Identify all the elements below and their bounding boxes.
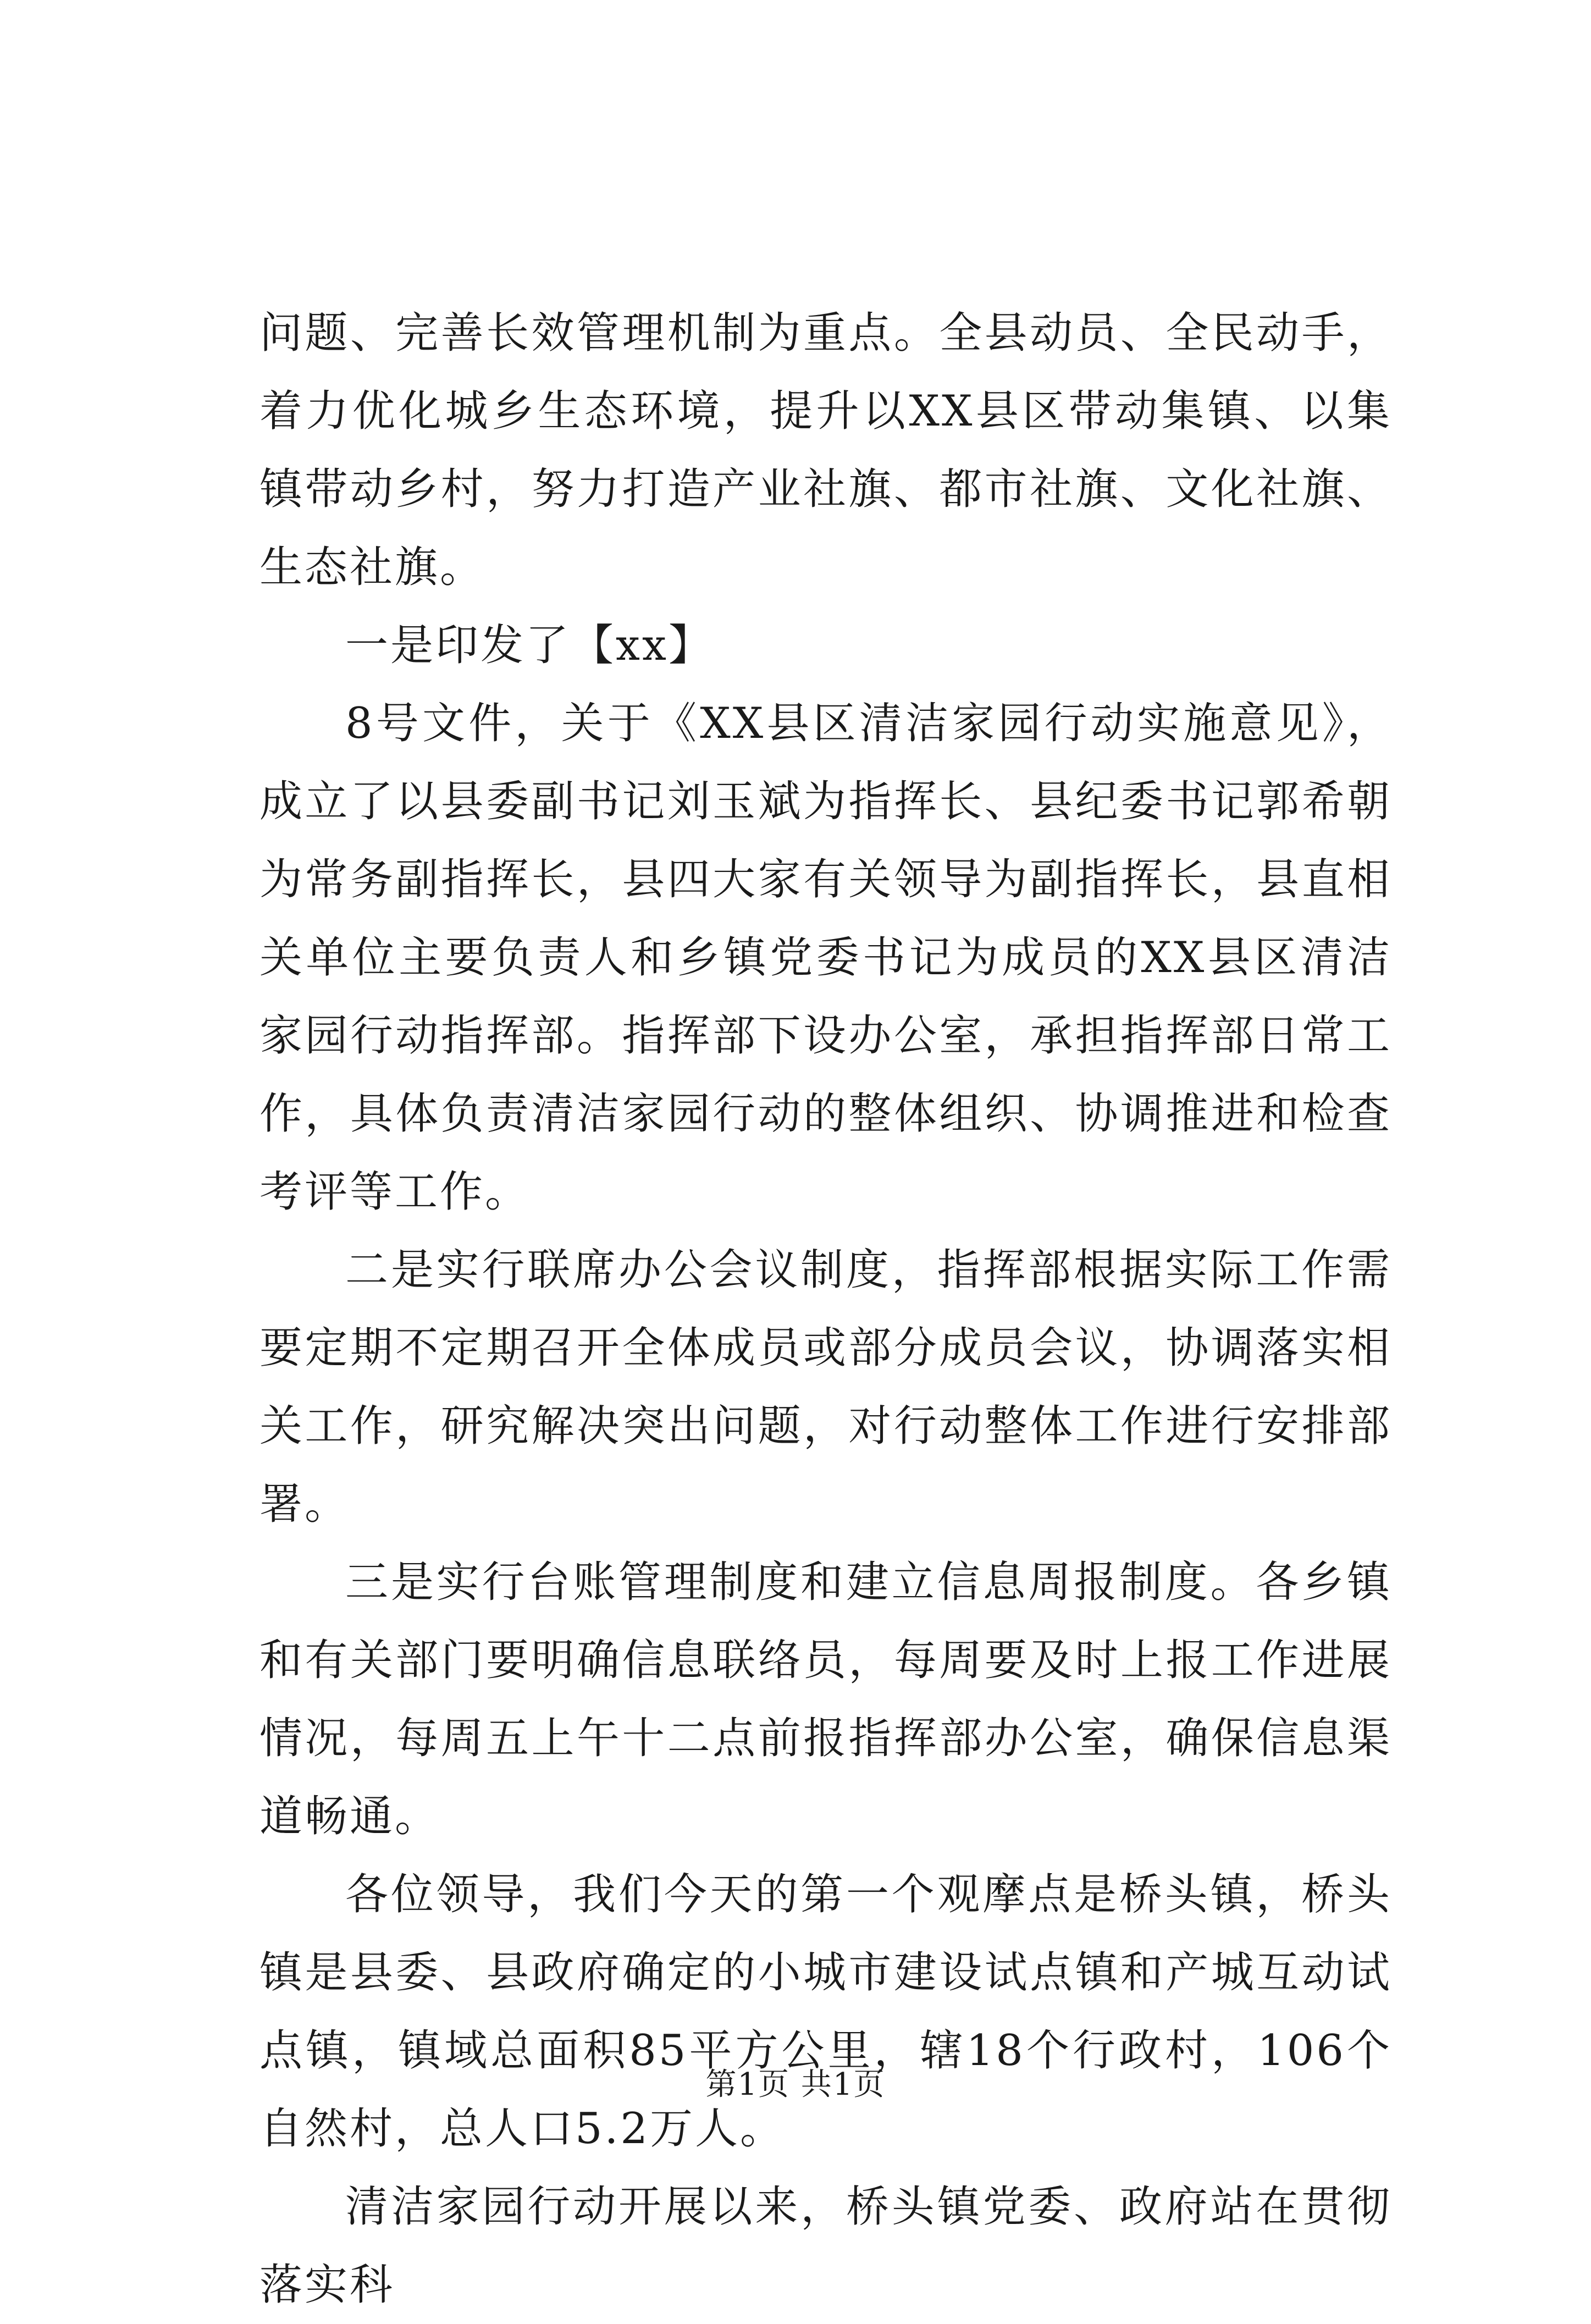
paragraph-2: 一是印发了【xx】 <box>345 621 714 670</box>
paragraph-5: 三是实行台账管理制度和建立信息周报制度。各乡镇和有关部门要明确信息联络员，每周要及时上报工作进展情况，每周五上午十二点前报指挥部办公室，确保信息渠道畅通。 <box>259 1558 1392 1841</box>
paragraph-3: 8号文件，关于《XX县区清洁家园行动实施意见》，成立了以县委副书记刘玉斌为指挥长、县纪委书记郭希朝为常务副指挥长，县四大家有关领导为副指挥长，县直相关单位主要负责人和乡镇党委书记为成员的XX县区清洁家园行动指挥部。指挥部下设办公室，承担指挥部日常工作，具体负责清洁家园行动的整体组织、协调推进和检查考评等工作。 <box>259 699 1392 1217</box>
document-body <box>259 294 1392 2324</box>
paragraph-6: 各位领导，我们今天的第一个观摩点是桥头镇，桥头镇是县委、县政府确定的小城市建设试点镇和产城互动试点镇，镇域总面积85平方公里，辖18个行政村，106个自然村，总人口5.2万人。 <box>259 1870 1392 2154</box>
paragraph-4: 二是实行联席办公会议制度，指挥部根据实际工作需要定期不定期召开全体成员或部分成员会议，协调落实相关工作，研究解决突出问题，对行动整体工作进行安排部署。 <box>259 1245 1392 1529</box>
paragraph-7: 清洁家园行动开展以来，桥头镇党委、政府站在贯彻落实科 <box>259 2182 1392 2310</box>
page-footer: 第1页 共1页 <box>705 2067 886 2102</box>
paragraph-1: 问题、完善长效管理机制为重点。全县动员、全民动手，着力优化城乡生态环境，提升以XX县区带动集镇、以集镇带动乡村，努力打造产业社旗、都市社旗、文化社旗、生态社旗。 <box>259 308 1392 592</box>
